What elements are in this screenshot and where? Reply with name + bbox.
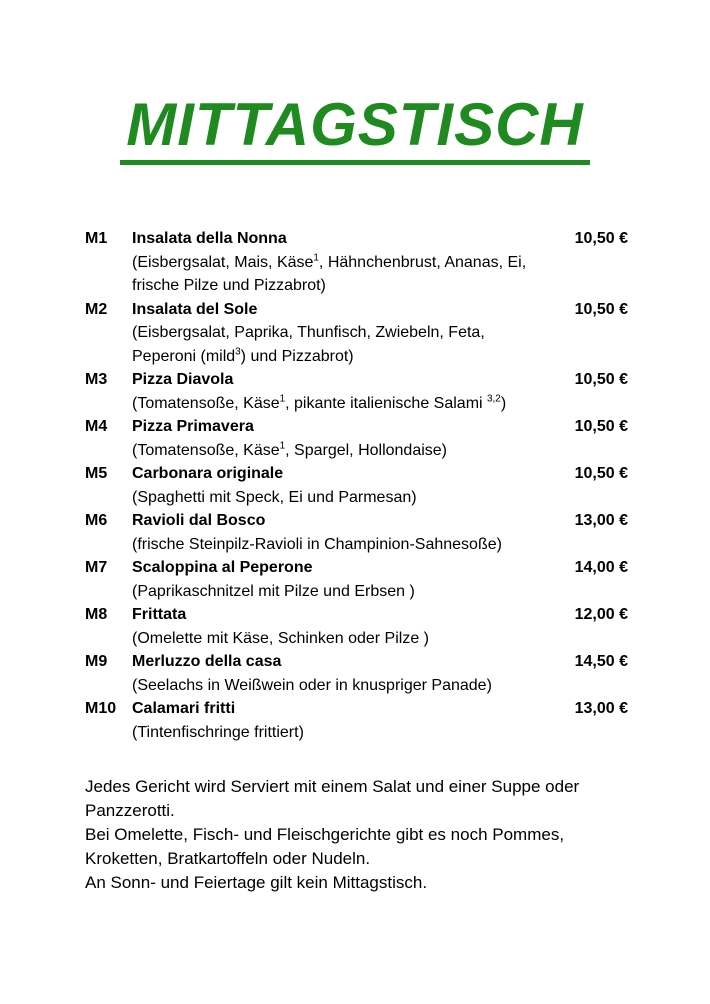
menu-item-price: 14,50 € [574,653,628,670]
menu-item [85,603,628,650]
menu-item-code: M4 [85,418,108,435]
description-text: , Hähnchenbrust, Ananas, Ei, [318,253,527,271]
menu-item-description-line [132,674,628,698]
menu-item-price: 10,50 € [574,230,628,247]
menu-list [85,227,628,744]
description-text: (Spaghetti mit Speck, Ei und Parmesan) [132,488,417,506]
menu-item-code: M9 [85,653,108,670]
menu-item-code: M3 [85,371,108,388]
menu-item [85,368,628,415]
menu-item-description-line [132,274,628,298]
menu-item [85,415,628,462]
page-title: MITTAGSTISCH [120,95,590,165]
menu-item-description-line [132,321,628,345]
menu-item-name: Insalata del Sole [132,300,258,318]
description-text: , Spargel, Hollondaise) [285,441,448,459]
menu-item-head [85,650,628,674]
menu-item-description-line [132,721,628,745]
menu-item [85,298,628,369]
description-text: frische Pilze und Pizzabrot) [132,277,326,294]
ingredient-footnote-superscript: 1 [279,440,286,452]
menu-item-name: Merluzzo della casa [132,653,282,670]
menu-item-price: 12,00 € [574,606,628,623]
description-text: Peperoni (mild [132,347,236,365]
menu-item-description [132,627,628,651]
menu-item-price: 13,00 € [574,700,628,717]
menu-item-code: M10 [85,700,117,717]
menu-item-head [85,509,628,533]
description-text: (Paprikaschnitzel mit Pilze und Erbsen ) [132,582,415,600]
menu-item-description-line [132,345,628,369]
menu-item-code: M8 [85,606,108,623]
description-text: (frische Steinpilz-Ravioli in Champinion-Sahnesoße) [132,535,502,553]
menu-item-code: M6 [85,512,108,529]
description-text: (Omelette mit Käse, Schinken oder Pilze ) [132,629,430,647]
menu-item-description-line [132,392,628,416]
menu-item-name: Ravioli dal Bosco [132,512,266,529]
description-text: (Eisbergsalat, Mais, Käse [132,253,314,271]
menu-item-code: M5 [85,465,108,482]
menu-item-description-line [132,533,628,557]
menu-item-head [85,415,628,439]
description-text: (Tomatensoße, Käse [132,394,280,412]
menu-item-price: 13,00 € [574,512,628,529]
menu-item-description-line [132,251,628,275]
description-text: (Tomatensoße, Käse [132,441,280,459]
menu-item [85,556,628,603]
menu-item-code: M2 [85,300,108,318]
menu-item [85,462,628,509]
menu-item-head [85,462,628,486]
menu-item-price: 10,50 € [574,371,628,388]
menu-item-name: Scaloppina al Peperone [132,559,313,576]
menu-item-name: Pizza Diavola [132,371,234,388]
menu-item-description-line [132,627,628,651]
footer-note-line: An Sonn- und Feiertage gilt kein Mittagstisch. [85,873,428,892]
menu-item-description [132,674,628,698]
footer-note-line: Bei Omelette, Fisch- und Fleischgerichte gibt es noch Pommes, [85,825,565,844]
menu-item-description [132,533,628,557]
menu-item-name: Insalata della Nonna [132,230,287,247]
menu-item [85,697,628,744]
ingredient-footnote-superscript: 1 [313,252,319,264]
menu-item-description-line [132,439,628,463]
menu-item [85,650,628,697]
menu-item-description [132,439,628,463]
menu-item-name: Calamari fritti [132,700,236,717]
menu-item-code: M1 [85,230,108,247]
menu-item-price: 10,50 € [574,465,628,482]
menu-item-price: 10,50 € [574,300,628,318]
menu-item-name: Pizza Primavera [132,418,254,435]
title-wrap [0,0,710,165]
description-text: (Eisbergsalat, Paprika, Thunfisch, Zwiebeln, Feta, [132,324,485,341]
ingredient-footnote-superscript: 1 [279,393,286,405]
menu-item-name: Carbonara originale [132,465,284,482]
description-text: (Seelachs in Weißwein oder in knuspriger Panade) [132,676,492,694]
menu-item-description [132,721,628,745]
menu-item-name: Frittata [132,606,187,623]
menu-item [85,509,628,556]
menu-item-code: M7 [85,559,108,576]
menu-item-description-line [132,580,628,604]
description-text: , pikante italienische Salami [285,394,488,412]
menu-item-head [85,556,628,580]
menu-item [85,227,628,298]
ingredient-footnote-superscript: 3 [235,346,241,358]
description-text: (Tintenfischringe frittiert) [132,723,304,741]
menu-item-description-line [132,486,628,510]
menu-item-head [85,697,628,721]
footer-note-line: Panzzerotti. [85,801,175,820]
menu-item-head [85,603,628,627]
menu-item-price: 14,00 € [574,559,628,576]
menu-item-head [85,298,628,322]
footer-notes [85,775,630,895]
menu-item-head [85,227,628,251]
menu-item-price: 10,50 € [574,418,628,435]
menu-item-description [132,580,628,604]
ingredient-footnote-superscript: 3,2 [487,393,501,405]
footer-note-line: Kroketten, Bratkartoffeln oder Nudeln. [85,849,371,868]
menu-item-description [132,321,628,368]
menu-item-description [132,486,628,510]
footer-note-line: Jedes Gericht wird Serviert mit einem Salat und einer Suppe oder [85,777,580,796]
menu-item-description [132,392,628,416]
description-text: ) und Pizzabrot) [240,347,354,365]
menu-item-head [85,368,628,392]
menu-item-description [132,251,628,298]
description-text: ) [500,394,507,412]
